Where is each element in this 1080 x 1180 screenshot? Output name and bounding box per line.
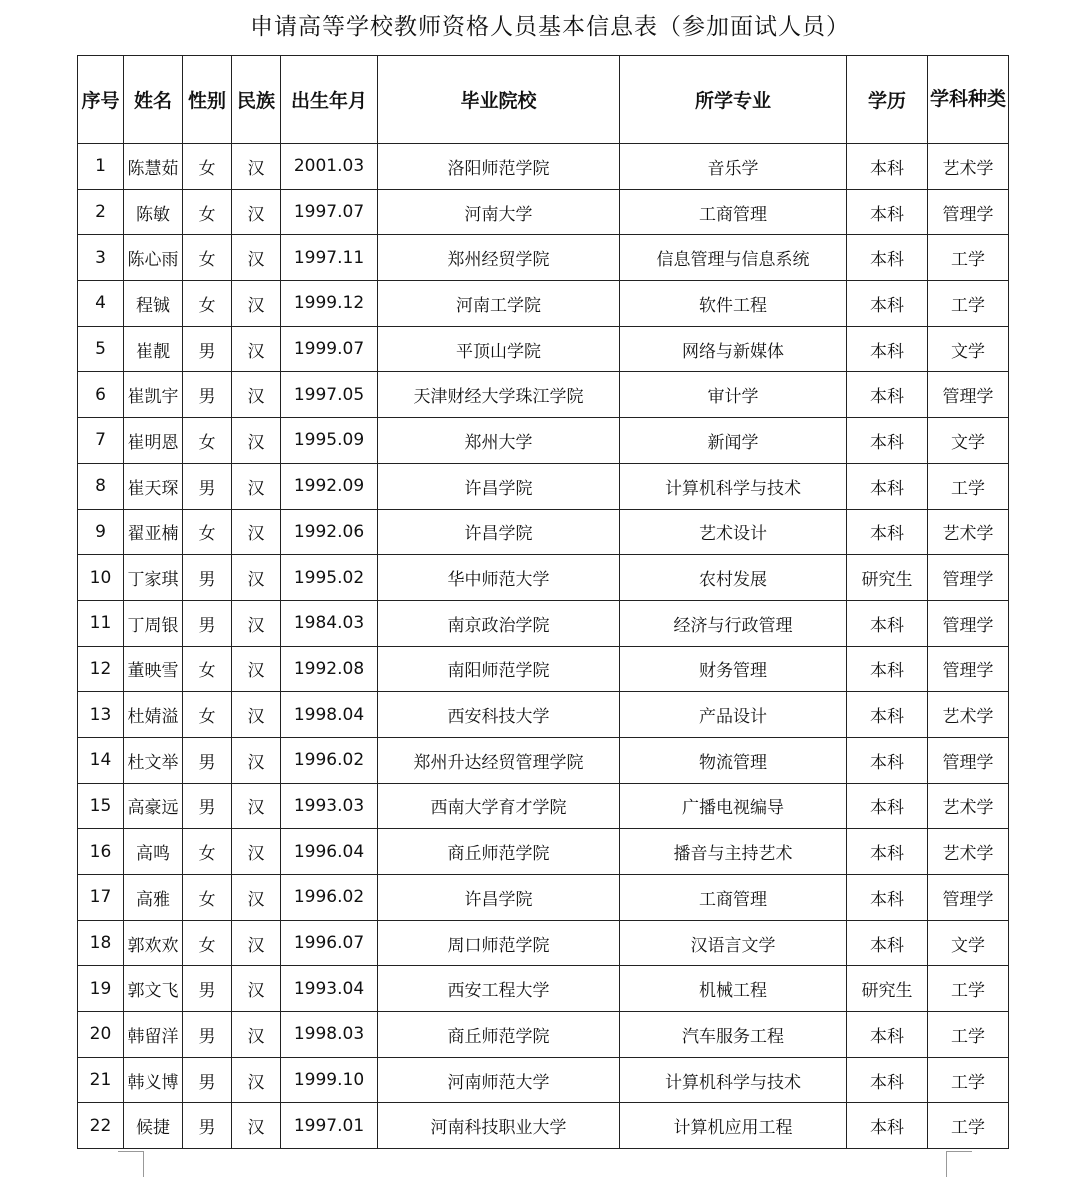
cell-school: 河南科技职业大学 xyxy=(378,1103,620,1149)
page-edge-mark-left-h xyxy=(118,1151,144,1152)
cell-gender: 女 xyxy=(183,875,232,921)
cell-birth-date: 1992.08 xyxy=(281,646,378,692)
cell-education: 本科 xyxy=(847,189,928,235)
cell-education: 本科 xyxy=(847,646,928,692)
cell-education: 本科 xyxy=(847,1057,928,1103)
cell-gender: 男 xyxy=(183,326,232,372)
cell-ethnicity: 汉 xyxy=(232,1012,281,1058)
cell-ethnicity: 汉 xyxy=(232,555,281,601)
cell-discipline: 工学 xyxy=(928,1012,1009,1058)
table-row xyxy=(78,920,1009,966)
table-row xyxy=(78,875,1009,921)
cell-birth-date: 1999.12 xyxy=(281,281,378,327)
cell-seq: 2 xyxy=(78,189,124,235)
cell-seq: 11 xyxy=(78,600,124,646)
cell-school: 河南师范大学 xyxy=(378,1057,620,1103)
cell-gender: 男 xyxy=(183,555,232,601)
table-row xyxy=(78,281,1009,327)
cell-education: 研究生 xyxy=(847,966,928,1012)
cell-education: 本科 xyxy=(847,783,928,829)
table-row xyxy=(78,235,1009,281)
cell-major: 计算机科学与技术 xyxy=(620,463,847,509)
cell-school: 平顶山学院 xyxy=(378,326,620,372)
page-edge-mark-left xyxy=(143,1151,144,1177)
cell-name: 崔靓 xyxy=(124,326,183,372)
table-row xyxy=(78,1057,1009,1103)
cell-discipline: 管理学 xyxy=(928,737,1009,783)
page-edge-mark-right-h xyxy=(946,1151,972,1152)
table-row xyxy=(78,692,1009,738)
cell-education: 本科 xyxy=(847,281,928,327)
cell-ethnicity: 汉 xyxy=(232,281,281,327)
cell-discipline: 艺术学 xyxy=(928,783,1009,829)
cell-discipline: 管理学 xyxy=(928,555,1009,601)
cell-major: 汽车服务工程 xyxy=(620,1012,847,1058)
cell-seq: 9 xyxy=(78,509,124,555)
cell-discipline: 文学 xyxy=(928,326,1009,372)
cell-ethnicity: 汉 xyxy=(232,1057,281,1103)
cell-birth-date: 2001.03 xyxy=(281,144,378,190)
cell-education: 本科 xyxy=(847,600,928,646)
cell-name: 杜文举 xyxy=(124,737,183,783)
cell-school: 华中师范大学 xyxy=(378,555,620,601)
cell-discipline: 管理学 xyxy=(928,372,1009,418)
table-row xyxy=(78,509,1009,555)
cell-birth-date: 1998.04 xyxy=(281,692,378,738)
cell-discipline: 管理学 xyxy=(928,600,1009,646)
cell-discipline: 管理学 xyxy=(928,189,1009,235)
cell-ethnicity: 汉 xyxy=(232,372,281,418)
cell-ethnicity: 汉 xyxy=(232,646,281,692)
cell-ethnicity: 汉 xyxy=(232,966,281,1012)
cell-major: 经济与行政管理 xyxy=(620,600,847,646)
cell-birth-date: 1997.11 xyxy=(281,235,378,281)
cell-school: 洛阳师范学院 xyxy=(378,144,620,190)
cell-name: 董映雪 xyxy=(124,646,183,692)
cell-school: 南阳师范学院 xyxy=(378,646,620,692)
cell-birth-date: 1995.09 xyxy=(281,418,378,464)
cell-seq: 17 xyxy=(78,875,124,921)
cell-gender: 女 xyxy=(183,646,232,692)
cell-education: 本科 xyxy=(847,463,928,509)
cell-school: 西安科技大学 xyxy=(378,692,620,738)
cell-birth-date: 1984.03 xyxy=(281,600,378,646)
cell-education: 本科 xyxy=(847,829,928,875)
cell-ethnicity: 汉 xyxy=(232,326,281,372)
cell-birth-date: 1996.04 xyxy=(281,829,378,875)
cell-school: 商丘师范学院 xyxy=(378,1012,620,1058)
cell-name: 陈慧茹 xyxy=(124,144,183,190)
cell-discipline: 艺术学 xyxy=(928,144,1009,190)
cell-seq: 13 xyxy=(78,692,124,738)
cell-birth-date: 1995.02 xyxy=(281,555,378,601)
cell-ethnicity: 汉 xyxy=(232,875,281,921)
cell-school: 许昌学院 xyxy=(378,509,620,555)
cell-name: 高雅 xyxy=(124,875,183,921)
cell-school: 西南大学育才学院 xyxy=(378,783,620,829)
cell-discipline: 管理学 xyxy=(928,646,1009,692)
cell-school: 郑州大学 xyxy=(378,418,620,464)
cell-gender: 男 xyxy=(183,737,232,783)
cell-birth-date: 1993.04 xyxy=(281,966,378,1012)
cell-seq: 19 xyxy=(78,966,124,1012)
header-name: 姓名 xyxy=(124,56,183,144)
cell-education: 本科 xyxy=(847,144,928,190)
table-header-row xyxy=(78,56,1009,144)
cell-birth-date: 1993.03 xyxy=(281,783,378,829)
cell-education: 本科 xyxy=(847,509,928,555)
cell-discipline: 艺术学 xyxy=(928,829,1009,875)
cell-school: 南京政治学院 xyxy=(378,600,620,646)
table-row xyxy=(78,783,1009,829)
cell-major: 软件工程 xyxy=(620,281,847,327)
cell-ethnicity: 汉 xyxy=(232,783,281,829)
cell-gender: 男 xyxy=(183,1012,232,1058)
table-row xyxy=(78,737,1009,783)
cell-ethnicity: 汉 xyxy=(232,144,281,190)
cell-ethnicity: 汉 xyxy=(232,829,281,875)
cell-discipline: 工学 xyxy=(928,1057,1009,1103)
cell-name: 崔天琛 xyxy=(124,463,183,509)
cell-gender: 男 xyxy=(183,783,232,829)
cell-name: 陈敏 xyxy=(124,189,183,235)
header-gender: 性别 xyxy=(183,56,232,144)
cell-school: 许昌学院 xyxy=(378,463,620,509)
cell-gender: 女 xyxy=(183,235,232,281)
cell-birth-date: 1996.02 xyxy=(281,737,378,783)
cell-major: 工商管理 xyxy=(620,189,847,235)
cell-education: 本科 xyxy=(847,875,928,921)
cell-education: 研究生 xyxy=(847,555,928,601)
cell-education: 本科 xyxy=(847,372,928,418)
cell-ethnicity: 汉 xyxy=(232,463,281,509)
cell-ethnicity: 汉 xyxy=(232,737,281,783)
cell-gender: 男 xyxy=(183,600,232,646)
cell-birth-date: 1998.03 xyxy=(281,1012,378,1058)
cell-school: 西安工程大学 xyxy=(378,966,620,1012)
cell-education: 本科 xyxy=(847,920,928,966)
table-row xyxy=(78,189,1009,235)
cell-gender: 女 xyxy=(183,281,232,327)
cell-education: 本科 xyxy=(847,1012,928,1058)
table-row xyxy=(78,966,1009,1012)
cell-birth-date: 1992.09 xyxy=(281,463,378,509)
table-row xyxy=(78,600,1009,646)
table-row xyxy=(78,555,1009,601)
cell-name: 杜婧溢 xyxy=(124,692,183,738)
cell-gender: 女 xyxy=(183,692,232,738)
cell-seq: 12 xyxy=(78,646,124,692)
cell-birth-date: 1997.05 xyxy=(281,372,378,418)
cell-name: 高豪远 xyxy=(124,783,183,829)
header-education: 学历 xyxy=(847,56,928,144)
cell-education: 本科 xyxy=(847,737,928,783)
cell-ethnicity: 汉 xyxy=(232,235,281,281)
cell-birth-date: 1996.02 xyxy=(281,875,378,921)
table-row xyxy=(78,326,1009,372)
cell-name: 候捷 xyxy=(124,1103,183,1149)
cell-birth-date: 1992.06 xyxy=(281,509,378,555)
cell-name: 韩留洋 xyxy=(124,1012,183,1058)
page-title: 申请高等学校教师资格人员基本信息表（参加面试人员） xyxy=(250,14,850,40)
cell-gender: 男 xyxy=(183,1103,232,1149)
cell-education: 本科 xyxy=(847,235,928,281)
cell-birth-date: 1999.10 xyxy=(281,1057,378,1103)
table-row xyxy=(78,418,1009,464)
header-major: 所学专业 xyxy=(620,56,847,144)
cell-discipline: 工学 xyxy=(928,1103,1009,1149)
cell-name: 郭欢欢 xyxy=(124,920,183,966)
cell-major: 计算机科学与技术 xyxy=(620,1057,847,1103)
cell-major: 广播电视编导 xyxy=(620,783,847,829)
header-school: 毕业院校 xyxy=(378,56,620,144)
header-seq: 序号 xyxy=(78,56,124,144)
cell-major: 审计学 xyxy=(620,372,847,418)
cell-school: 商丘师范学院 xyxy=(378,829,620,875)
cell-major: 物流管理 xyxy=(620,737,847,783)
cell-seq: 8 xyxy=(78,463,124,509)
table-row xyxy=(78,829,1009,875)
cell-school: 河南工学院 xyxy=(378,281,620,327)
cell-discipline: 文学 xyxy=(928,418,1009,464)
applicant-info-table xyxy=(77,55,1009,1149)
cell-seq: 16 xyxy=(78,829,124,875)
cell-birth-date: 1996.07 xyxy=(281,920,378,966)
cell-gender: 女 xyxy=(183,418,232,464)
cell-school: 许昌学院 xyxy=(378,875,620,921)
cell-name: 翟亚楠 xyxy=(124,509,183,555)
cell-ethnicity: 汉 xyxy=(232,189,281,235)
cell-school: 河南大学 xyxy=(378,189,620,235)
table-body xyxy=(78,144,1009,1149)
cell-major: 汉语言文学 xyxy=(620,920,847,966)
cell-school: 郑州经贸学院 xyxy=(378,235,620,281)
cell-gender: 男 xyxy=(183,463,232,509)
cell-discipline: 工学 xyxy=(928,966,1009,1012)
cell-seq: 5 xyxy=(78,326,124,372)
cell-name: 韩义博 xyxy=(124,1057,183,1103)
cell-ethnicity: 汉 xyxy=(232,920,281,966)
cell-major: 机械工程 xyxy=(620,966,847,1012)
cell-name: 郭文飞 xyxy=(124,966,183,1012)
cell-seq: 18 xyxy=(78,920,124,966)
table-row xyxy=(78,646,1009,692)
cell-gender: 女 xyxy=(183,920,232,966)
table-row xyxy=(78,1103,1009,1149)
cell-seq: 10 xyxy=(78,555,124,601)
cell-birth-date: 1997.01 xyxy=(281,1103,378,1149)
cell-name: 丁家琪 xyxy=(124,555,183,601)
cell-ethnicity: 汉 xyxy=(232,1103,281,1149)
cell-name: 陈心雨 xyxy=(124,235,183,281)
cell-gender: 女 xyxy=(183,189,232,235)
cell-seq: 6 xyxy=(78,372,124,418)
cell-seq: 21 xyxy=(78,1057,124,1103)
cell-education: 本科 xyxy=(847,1103,928,1149)
cell-education: 本科 xyxy=(847,692,928,738)
cell-school: 周口师范学院 xyxy=(378,920,620,966)
cell-discipline: 艺术学 xyxy=(928,509,1009,555)
cell-ethnicity: 汉 xyxy=(232,509,281,555)
cell-seq: 15 xyxy=(78,783,124,829)
cell-seq: 14 xyxy=(78,737,124,783)
header-discipline: 学科种类 xyxy=(928,56,1009,144)
cell-gender: 男 xyxy=(183,372,232,418)
table-row xyxy=(78,144,1009,190)
cell-name: 丁周银 xyxy=(124,600,183,646)
cell-discipline: 艺术学 xyxy=(928,692,1009,738)
header-birth-date: 出生年月 xyxy=(281,56,378,144)
cell-seq: 22 xyxy=(78,1103,124,1149)
cell-major: 财务管理 xyxy=(620,646,847,692)
table-row xyxy=(78,463,1009,509)
cell-name: 程铖 xyxy=(124,281,183,327)
cell-education: 本科 xyxy=(847,326,928,372)
cell-discipline: 工学 xyxy=(928,235,1009,281)
cell-discipline: 工学 xyxy=(928,463,1009,509)
cell-ethnicity: 汉 xyxy=(232,600,281,646)
cell-gender: 男 xyxy=(183,966,232,1012)
cell-gender: 女 xyxy=(183,829,232,875)
cell-major: 信息管理与信息系统 xyxy=(620,235,847,281)
cell-gender: 男 xyxy=(183,1057,232,1103)
cell-discipline: 文学 xyxy=(928,920,1009,966)
cell-major: 计算机应用工程 xyxy=(620,1103,847,1149)
page-edge-mark-right xyxy=(946,1151,947,1177)
cell-major: 播音与主持艺术 xyxy=(620,829,847,875)
cell-major: 艺术设计 xyxy=(620,509,847,555)
cell-discipline: 管理学 xyxy=(928,875,1009,921)
table-row xyxy=(78,1012,1009,1058)
cell-gender: 女 xyxy=(183,144,232,190)
cell-birth-date: 1999.07 xyxy=(281,326,378,372)
cell-seq: 1 xyxy=(78,144,124,190)
cell-seq: 20 xyxy=(78,1012,124,1058)
cell-major: 新闻学 xyxy=(620,418,847,464)
cell-major: 工商管理 xyxy=(620,875,847,921)
cell-education: 本科 xyxy=(847,418,928,464)
cell-name: 崔凯宇 xyxy=(124,372,183,418)
cell-major: 农村发展 xyxy=(620,555,847,601)
cell-seq: 7 xyxy=(78,418,124,464)
cell-school: 天津财经大学珠江学院 xyxy=(378,372,620,418)
cell-seq: 4 xyxy=(78,281,124,327)
cell-seq: 3 xyxy=(78,235,124,281)
table-row xyxy=(78,372,1009,418)
cell-major: 网络与新媒体 xyxy=(620,326,847,372)
header-ethnicity: 民族 xyxy=(232,56,281,144)
cell-ethnicity: 汉 xyxy=(232,418,281,464)
cell-school: 郑州升达经贸管理学院 xyxy=(378,737,620,783)
cell-ethnicity: 汉 xyxy=(232,692,281,738)
cell-major: 音乐学 xyxy=(620,144,847,190)
cell-gender: 女 xyxy=(183,509,232,555)
cell-name: 高鸣 xyxy=(124,829,183,875)
cell-major: 产品设计 xyxy=(620,692,847,738)
cell-birth-date: 1997.07 xyxy=(281,189,378,235)
cell-discipline: 工学 xyxy=(928,281,1009,327)
cell-name: 崔明恩 xyxy=(124,418,183,464)
